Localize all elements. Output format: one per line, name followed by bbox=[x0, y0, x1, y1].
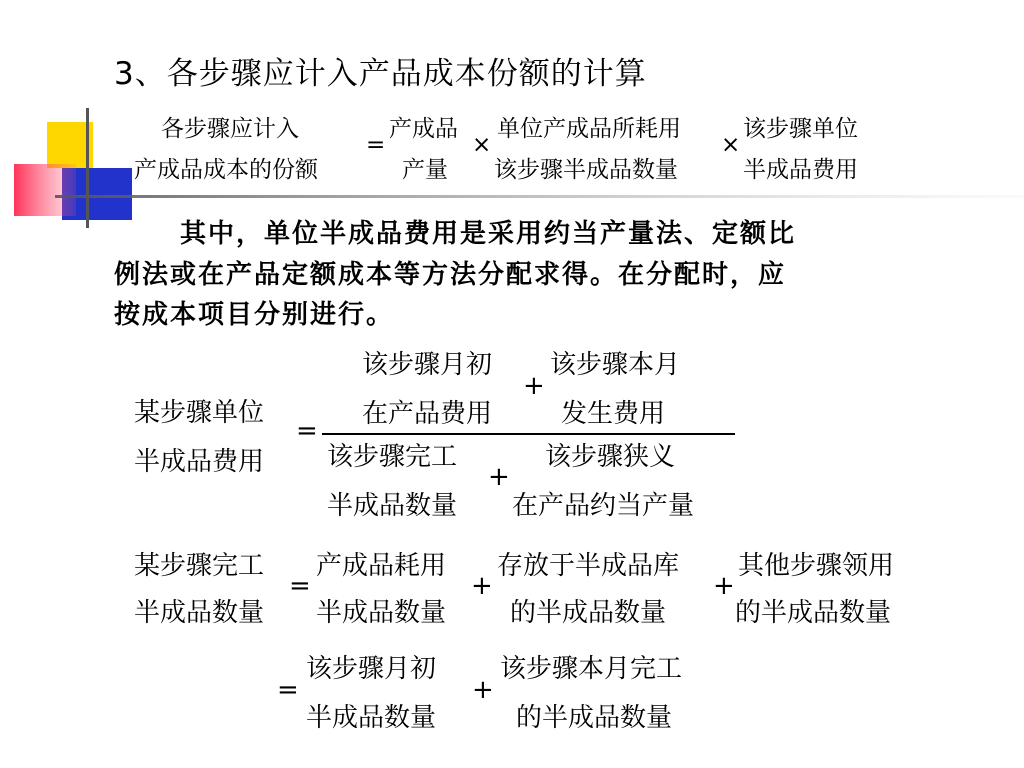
formula2-fraction-bar bbox=[322, 433, 735, 435]
formula4-equals: = bbox=[277, 675, 299, 705]
formula3-plus1: + bbox=[471, 571, 493, 601]
formula1-term1-bottom: 产量 bbox=[402, 157, 448, 183]
formula2-lhs-top: 某步骤单位 bbox=[134, 398, 265, 428]
formula1-term2-top: 单位产成品所耗用 bbox=[497, 116, 681, 142]
formula2-den1-top: 该步骤完工 bbox=[327, 442, 458, 472]
formula3-lhs-bottom: 半成品数量 bbox=[134, 598, 265, 628]
formula3-equals: = bbox=[289, 571, 311, 601]
formula3-plus2: + bbox=[713, 571, 735, 601]
formula3-term3-bottom: 的半成品数量 bbox=[735, 598, 892, 628]
formula4-plus: + bbox=[472, 675, 494, 705]
formula1-term3-bottom: 半成品费用 bbox=[743, 157, 858, 183]
formula4-term1-top: 该步骤月初 bbox=[306, 654, 437, 684]
formula2-plus1: + bbox=[523, 371, 545, 401]
paragraph-line-2: 例法或在产品定额成本等方法分配求得。在分配时，应 bbox=[114, 260, 787, 290]
formula1-lhs-top: 各步骤应计入 bbox=[161, 116, 299, 142]
formula2-plus2: + bbox=[488, 462, 510, 492]
formula2-lhs-bottom: 半成品费用 bbox=[134, 447, 265, 477]
formula2-num2-top: 该步骤本月 bbox=[550, 350, 681, 380]
formula1-lhs-bottom: 产成品成本的份额 bbox=[134, 157, 318, 183]
formula2-den1-bottom: 半成品数量 bbox=[327, 491, 458, 521]
formula2-num2-bottom: 发生费用 bbox=[561, 399, 666, 429]
formula2-equals: = bbox=[296, 416, 318, 446]
formula1-times1: × bbox=[472, 132, 492, 158]
paragraph-line-3: 按成本项目分别进行。 bbox=[114, 300, 395, 330]
formula2-den2-bottom: 在产品约当产量 bbox=[512, 491, 695, 521]
formula2-num1-top: 该步骤月初 bbox=[362, 350, 493, 380]
formula4-term2-bottom: 的半成品数量 bbox=[516, 703, 673, 733]
formula2-num1-bottom: 在产品费用 bbox=[362, 399, 493, 429]
page-title: 3、各步骤应计入产品成本份额的计算 bbox=[114, 56, 647, 92]
formula3-term1-bottom: 半成品数量 bbox=[316, 598, 447, 628]
formula3-term2-top: 存放于半成品库 bbox=[497, 551, 680, 581]
formula4-term1-bottom: 半成品数量 bbox=[306, 703, 437, 733]
deco-horizontal-line bbox=[55, 195, 1024, 198]
deco-vertical-line bbox=[86, 108, 89, 228]
formula1-equals: = bbox=[366, 132, 386, 158]
formula3-term2-bottom: 的半成品数量 bbox=[510, 598, 667, 628]
formula3-term1-top: 产成品耗用 bbox=[316, 551, 447, 581]
formula1-term1-top: 产成品 bbox=[389, 116, 458, 142]
formula3-lhs-top: 某步骤完工 bbox=[134, 551, 265, 581]
formula3-term3-top: 其他步骤领用 bbox=[738, 551, 895, 581]
formula2-den2-top: 该步骤狭义 bbox=[545, 442, 676, 472]
formula4-term2-top: 该步骤本月完工 bbox=[500, 654, 683, 684]
formula1-term2-bottom: 该步骤半成品数量 bbox=[494, 157, 678, 183]
formula1-times2: × bbox=[721, 132, 741, 158]
deco-red-square bbox=[14, 164, 76, 216]
formula1-term3-top: 该步骤单位 bbox=[743, 116, 858, 142]
paragraph-line-1: 其中，单位半成品费用是采用约当产量法、定额比 bbox=[180, 219, 797, 249]
